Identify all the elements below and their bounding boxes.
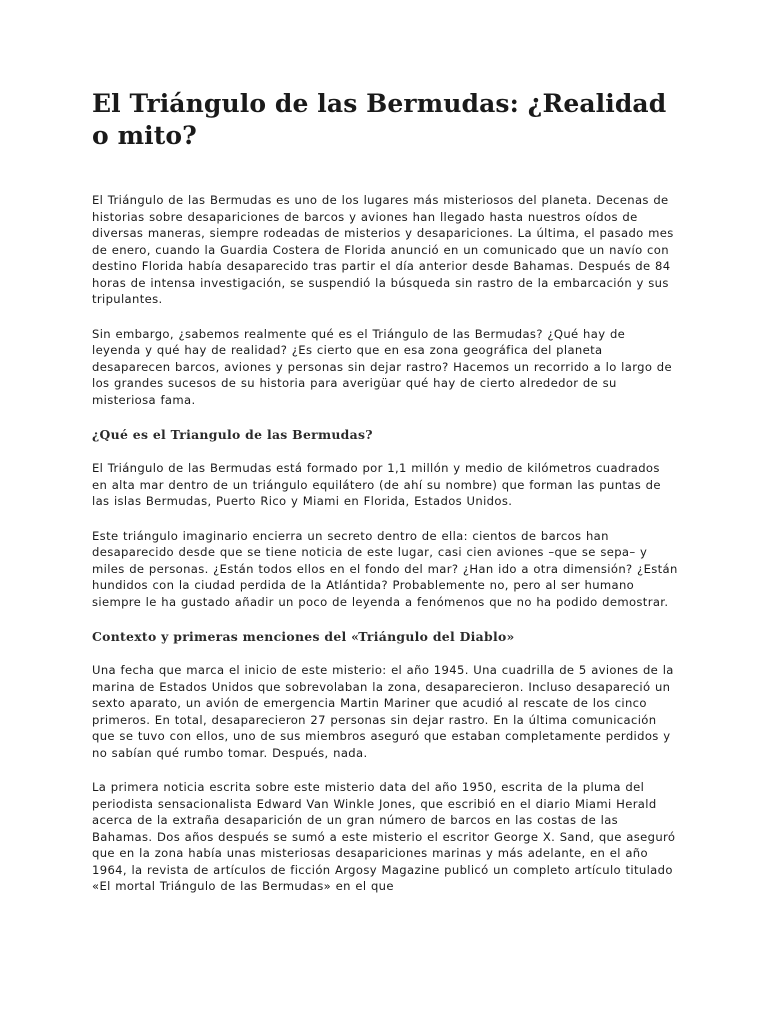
- section-heading-1: ¿Qué es el Triangulo de las Bermudas?: [92, 427, 373, 442]
- intro-paragraph-1: El Triángulo de las Bermudas es uno de los lugares más misteriosos del planeta. Decenas de historias sobre desapariciones de barcos y aviones han llegado hasta nuestros oídos de diversas maneras, siempre rodeadas de misterios y desapariciones. La última, el pasado mes de enero, cuando la Guardia Costera de Florida anunció en un comunicado que un navío con destino Florida había desaparecido tras partir el día anterior desde Bahamas. Después de 84 horas de intensa investigación, se suspendió la búsqueda sin rastro de la embarcación y sus tripulantes.: [92, 193, 674, 306]
- section2-paragraph-1: Una fecha que marca el inicio de este misterio: el año 1945. Una cuadrilla de 5 aviones de la marina de Estados Unidos que sobrevolaban la zona, desaparecieron. Incluso desapareció un sexto aparato, un avión de emergencia Martin Mariner que acudió al rescate de los cinco primeros. En total, desaparecieron 27 personas sin dejar rastro. En la última comunicación que se tuvo con ellos, uno de sus miembros aseguró que estaban completamente perdidos y no sabían qué rumbo tomar. Después, nada.: [92, 663, 674, 760]
- section1-paragraph-2: Este triángulo imaginario encierra un secreto dentro de ella: cientos de barcos han desaparecido desde que se tiene noticia de este lugar, casi cien aviones –que se sepa– y miles de personas. ¿Están todos ellos en el fondo del mar? ¿Han ido a otra dimensión? ¿Están hundidos con la ciudad perdida de la Atlántida? Probablemente no, pero al ser humano siempre le ha gustado añadir un poco de leyenda a fenómenos que no ha podido demostrar.: [92, 528, 678, 609]
- document-page: [92, 88, 678, 913]
- page-title: El Triángulo de las Bermudas: ¿Realidad o mito?: [92, 89, 667, 150]
- intro-paragraph-2: Sin embargo, ¿sabemos realmente qué es el Triángulo de las Bermudas? ¿Qué hay de leyenda y qué hay de realidad? ¿Es cierto que en esa zona geográfica del planeta desaparecen barcos, aviones y personas sin dejar rastro? Hacemos un recorrido a lo largo de los grandes sucesos de su historia para averigüar qué hay de cierto alrededor de su misteriosa fama.: [92, 326, 672, 407]
- section-heading-2: Contexto y primeras menciones del «Triángulo del Diablo»: [92, 629, 515, 644]
- section2-paragraph-2: La primera noticia escrita sobre este misterio data del año 1950, escrita de la pluma del periodista sensacionalista Edward Van Winkle Jones, que escribió en el diario Miami Herald acerca de la extraña desaparición de un gran número de barcos en las costas de las Bahamas. Dos años después se sumó a este misterio el escritor George X. Sand, que aseguró que en la zona había unas misteriosas desapariciones marinas y más adelante, en el año 1964, la revista de artículos de ficción Argosy Magazine publicó un completo artículo titulado «El mortal Triángulo de las Bermudas» en el que: [92, 780, 676, 893]
- section1-paragraph-1: El Triángulo de las Bermudas está formado por 1,1 millón y medio de kilómetros cuadrados en alta mar dentro de un triángulo equilátero (de ahí su nombre) que forman las puntas de las islas Bermudas, Puerto Rico y Miami en Florida, Estados Unidos.: [92, 461, 661, 508]
